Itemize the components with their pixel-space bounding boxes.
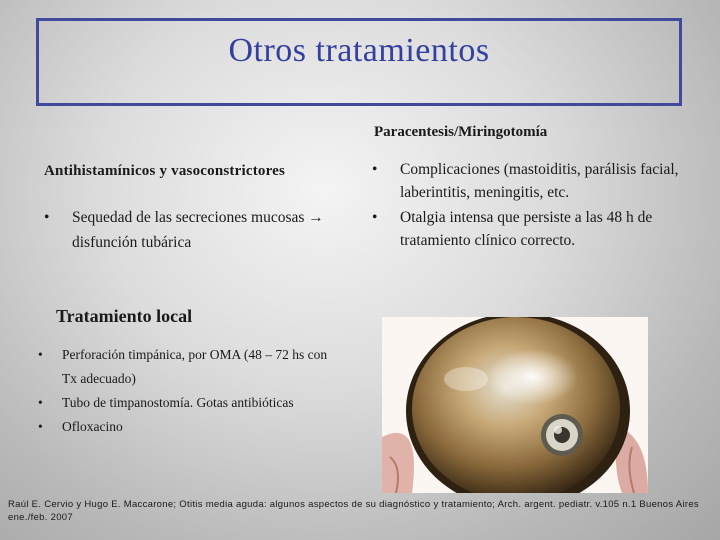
paracentesis-heading: Paracentesis/Miringotomía	[374, 124, 548, 140]
list-item	[38, 343, 338, 391]
tratamiento-local-heading: Tratamiento local	[56, 306, 193, 326]
list-item	[372, 158, 712, 204]
list-item-text: Tubo de timpanostomía. Gotas antibióticas	[62, 395, 294, 410]
otoscopic-tympanostomy-tube-icon	[382, 317, 648, 493]
bullet-icon: •	[38, 395, 43, 410]
bullet-icon: •	[44, 209, 50, 226]
list-item-text: Complicaciones (mastoiditis, parálisis facial, laberintitis, meningitis, etc.	[400, 161, 679, 201]
citation: Raúl E. Cervio y Hugo E. Maccarone; Otitis media aguda: algunos aspectos de su diagnóstico y tratamiento; Arch. argent. pediatr. v.105 n.1 Buenos Aires ene./feb. 2007	[8, 499, 699, 523]
bullet-icon: •	[372, 209, 378, 226]
list-item	[44, 205, 344, 255]
tratamiento-local-list	[38, 343, 338, 439]
list-item	[38, 415, 338, 439]
list-item	[372, 206, 712, 252]
antihistaminicos-list	[44, 205, 344, 255]
list-item	[38, 391, 338, 415]
title-box	[36, 18, 682, 106]
bullet-icon: •	[38, 419, 43, 434]
bullet-icon: •	[38, 347, 43, 362]
slide-title: Otros tratamientos	[228, 32, 490, 69]
list-item-text: Otalgia intensa que persiste a las 48 h de tratamiento clínico correcto.	[400, 209, 653, 249]
otoscopy-image	[382, 317, 648, 493]
list-item-text: Ofloxacino	[62, 419, 123, 434]
bullet-icon: •	[372, 161, 378, 178]
list-item-text: Perforación timpánica, por OMA (48 – 72 hs con Tx adecuado)	[62, 347, 328, 386]
antihistaminicos-heading: Antihistamínicos y vasoconstrictores	[44, 163, 286, 179]
paracentesis-list	[372, 158, 712, 254]
list-item-text: Sequedad de las secreciones mucosas → disfunción tubárica	[72, 209, 324, 251]
